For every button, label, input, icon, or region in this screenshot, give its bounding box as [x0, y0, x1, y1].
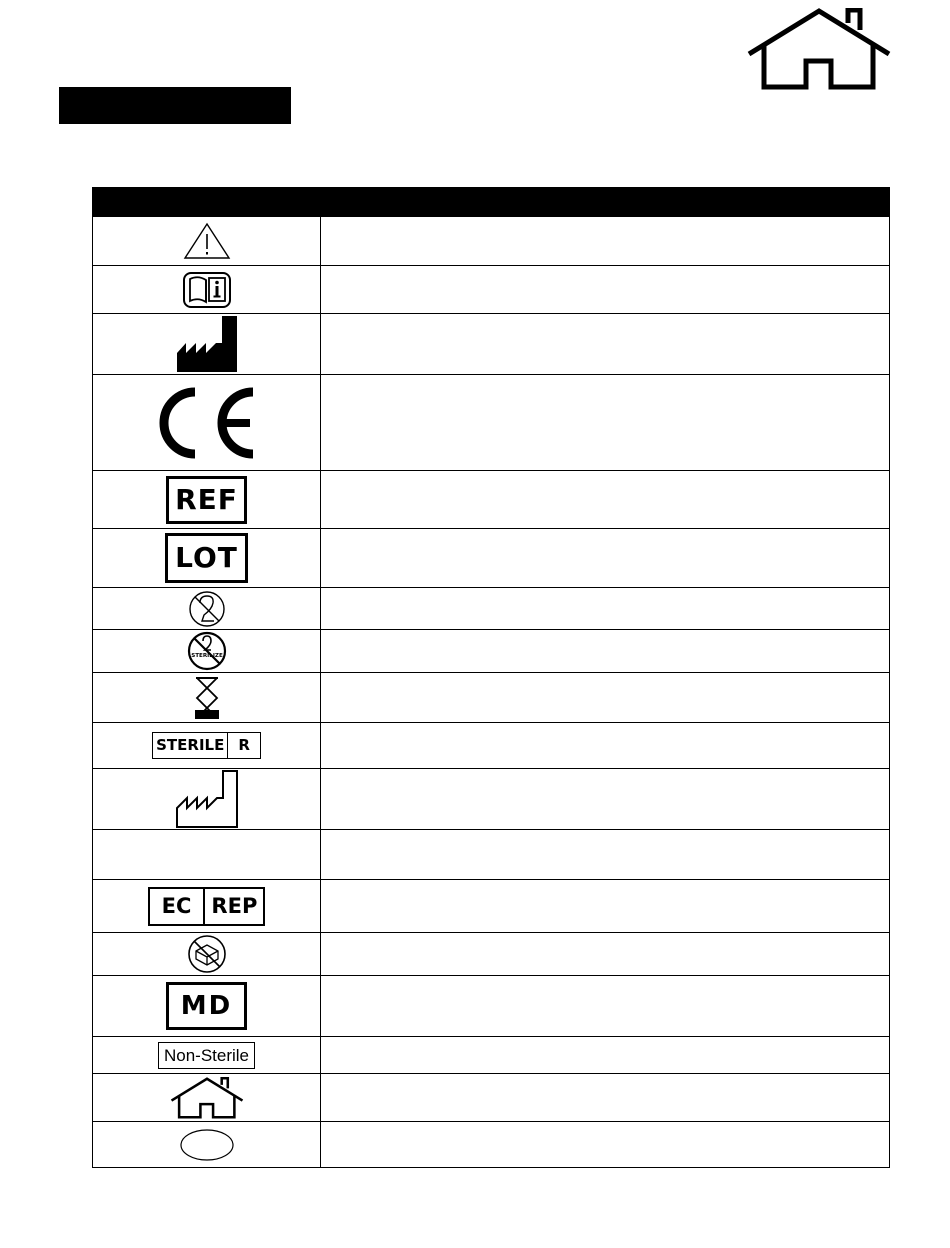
- table-row: [93, 630, 890, 673]
- symbol-cell: [93, 1074, 321, 1122]
- symbol-cell: [93, 1037, 321, 1074]
- description-cell: [321, 880, 890, 933]
- table-row: [93, 673, 890, 723]
- description-cell: [321, 830, 890, 880]
- symbol-cell: [93, 830, 321, 880]
- description-cell: [321, 1122, 890, 1168]
- symbol-cell: [93, 314, 321, 375]
- table-row: [93, 1122, 890, 1168]
- home-icon: [746, 8, 892, 90]
- description-cell: [321, 630, 890, 673]
- table-row: [93, 314, 890, 375]
- ec-rep-icon: [148, 887, 266, 926]
- caution-triangle-icon: [183, 222, 231, 260]
- symbol-column-header: [93, 188, 321, 217]
- symbol-cell: [93, 471, 321, 529]
- medical-device-icon: MD: [166, 982, 247, 1030]
- description-cell: [321, 933, 890, 976]
- symbol-cell: [93, 723, 321, 769]
- table-row: [93, 375, 890, 471]
- rep-text: REP: [211, 893, 258, 918]
- description-cell: [321, 266, 890, 314]
- table-row: [93, 217, 890, 266]
- description-cell: [321, 588, 890, 630]
- symbols-table: [92, 187, 890, 1168]
- table-row: [93, 1037, 890, 1074]
- sterilize-text: STERILIZE: [190, 653, 223, 659]
- consult-instructions-icon: [182, 271, 232, 309]
- description-cell: [321, 673, 890, 723]
- description-cell: [321, 529, 890, 588]
- do-not-use-damaged-package-icon: [187, 934, 227, 974]
- symbol-cell: [93, 375, 321, 471]
- manufacturer-filled-icon: [176, 315, 238, 373]
- non-sterile-icon: Non-Sterile: [158, 1042, 255, 1069]
- symbol-cell: [93, 769, 321, 830]
- symbol-cell: [93, 880, 321, 933]
- table-row: [93, 529, 890, 588]
- table-row: [93, 588, 890, 630]
- symbol-cell: [93, 1122, 321, 1168]
- symbol-cell: [93, 266, 321, 314]
- description-cell: [321, 1037, 890, 1074]
- description-cell: [321, 976, 890, 1037]
- do-not-resterilize-icon: [187, 631, 227, 671]
- description-cell: [321, 769, 890, 830]
- manufacture-date-icon: [175, 770, 239, 828]
- table-header-row: [93, 188, 890, 217]
- ce-mark-icon: [155, 387, 259, 459]
- table-row: [93, 769, 890, 830]
- table-row: [93, 830, 890, 880]
- description-column-header: [321, 188, 890, 217]
- symbol-cell: [93, 673, 321, 723]
- do-not-reuse-icon: [188, 590, 226, 628]
- home-icon: [170, 1077, 244, 1119]
- symbol-cell: [93, 976, 321, 1037]
- title-bar: [59, 87, 291, 124]
- ref-label-icon: REF: [166, 476, 247, 524]
- description-cell: [321, 723, 890, 769]
- sterile-radiation-icon: [152, 732, 261, 759]
- symbol-cell: [93, 588, 321, 630]
- symbol-cell: [93, 529, 321, 588]
- table-row: [93, 723, 890, 769]
- table-row: [93, 880, 890, 933]
- ellipse-icon: [179, 1128, 235, 1162]
- description-cell: [321, 375, 890, 471]
- radiation-r-text: R: [238, 736, 250, 754]
- lot-label-icon: LOT: [165, 533, 248, 583]
- table-row: [93, 933, 890, 976]
- table-row: [93, 266, 890, 314]
- symbol-cell: [93, 630, 321, 673]
- ec-text: EC: [150, 889, 206, 924]
- description-cell: [321, 314, 890, 375]
- symbol-cell: [93, 933, 321, 976]
- sterile-text: STERILE: [153, 733, 228, 758]
- table-row: [93, 1074, 890, 1122]
- table-row: [93, 976, 890, 1037]
- description-cell: [321, 471, 890, 529]
- description-cell: [321, 1074, 890, 1122]
- table-row: [93, 471, 890, 529]
- description-cell: [321, 217, 890, 266]
- use-by-hourglass-icon: [194, 676, 220, 720]
- symbol-cell: [93, 217, 321, 266]
